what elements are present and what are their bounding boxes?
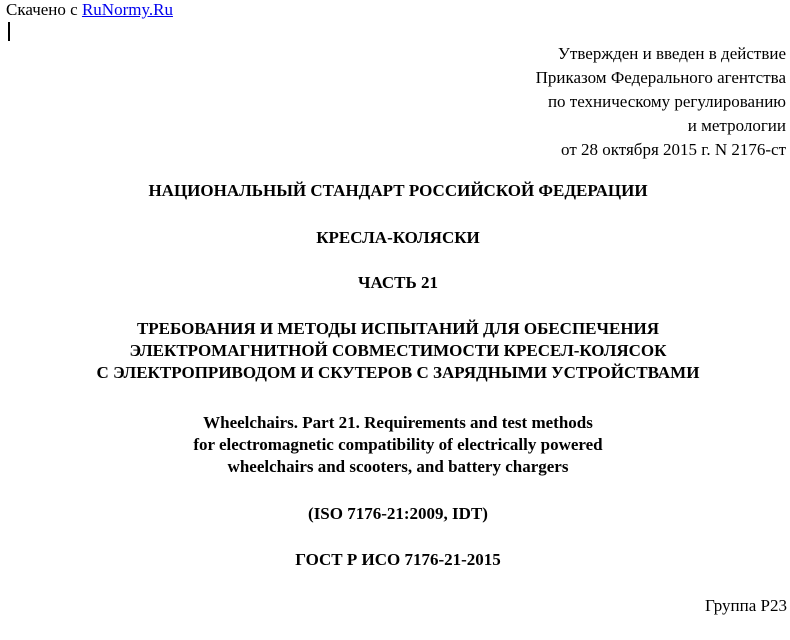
subtitle-ru-line: С ЭЛЕКТРОПРИВОДОМ И СКУТЕРОВ С ЗАРЯДНЫМИ УСТРОЙСТВАМИ bbox=[96, 363, 700, 382]
text-cursor bbox=[8, 22, 10, 41]
group-code: Группа Р23 bbox=[705, 596, 787, 615]
approval-line: по техническому регулированию bbox=[547, 92, 786, 111]
downloaded-prefix: Скачено с bbox=[6, 0, 78, 19]
subtitle-en-line: Wheelchairs. Part 21. Requirements and test methods bbox=[203, 413, 593, 432]
download-source-line bbox=[6, 0, 173, 20]
subtitle-en-line: for electromagnetic compatibility of electrically powered bbox=[193, 435, 603, 454]
iso-reference: (ISO 7176-21:2009, IDT) bbox=[308, 504, 488, 523]
subtitle-en-line: wheelchairs and scooters, and battery chargers bbox=[227, 457, 569, 476]
standard-type-heading: НАЦИОНАЛЬНЫЙ СТАНДАРТ РОССИЙСКОЙ ФЕДЕРАЦИИ bbox=[148, 181, 648, 200]
part-heading: ЧАСТЬ 21 bbox=[357, 273, 438, 292]
subtitle-ru-line: ЭЛЕКТРОМАГНИТНОЙ СОВМЕСТИМОСТИ КРЕСЕЛ-КОЛЯСОК bbox=[129, 341, 667, 360]
document-title: КРЕСЛА-КОЛЯСКИ bbox=[316, 228, 480, 247]
approval-line: Приказом Федерального агентства bbox=[535, 68, 786, 87]
subtitle-ru-line: ТРЕБОВАНИЯ И МЕТОДЫ ИСПЫТАНИЙ ДЛЯ ОБЕСПЕЧЕНИЯ bbox=[136, 319, 660, 338]
subtitle-ru bbox=[0, 318, 790, 384]
subtitle-en bbox=[0, 412, 790, 478]
approval-line: и метрологии bbox=[687, 116, 786, 135]
approval-line: Утвержден и введен в действие bbox=[557, 44, 786, 63]
runormy-link[interactable]: RuNormy.Ru bbox=[81, 0, 173, 19]
approval-block bbox=[536, 42, 786, 162]
approval-line: от 28 октября 2015 г. N 2176-ст bbox=[561, 140, 786, 159]
gost-number: ГОСТ Р ИСО 7176-21-2015 bbox=[295, 550, 501, 569]
